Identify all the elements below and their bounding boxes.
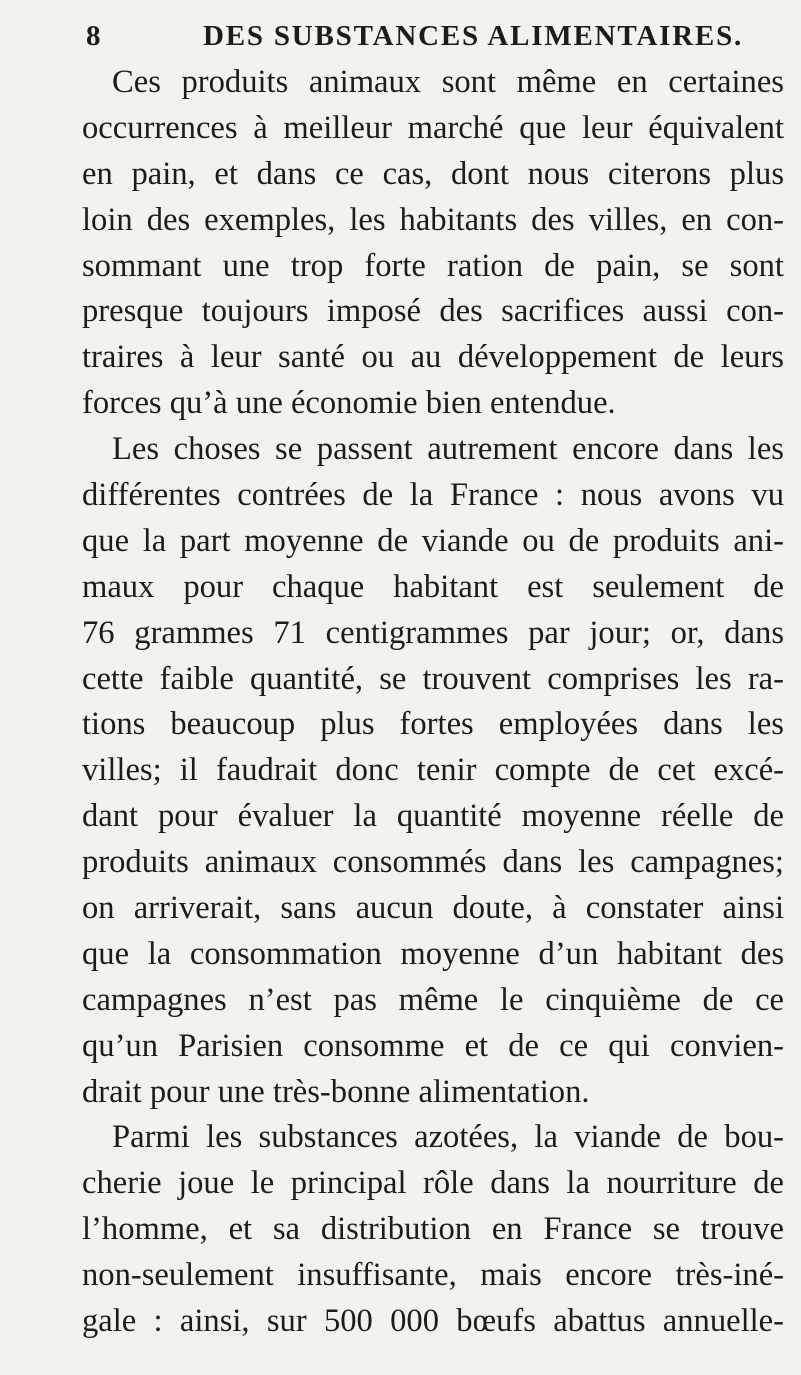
text-line: campagnes n’est pas même le cinquième de ce	[82, 981, 784, 1018]
text-line: gale : ainsi, sur 500 000 bœufs abattus annuelle-	[82, 1303, 784, 1340]
text-line: maux pour chaque habitant est seulement de	[82, 568, 784, 605]
text-line: occurrences à meilleur marché que leur équivalent	[82, 109, 784, 146]
body-text	[82, 60, 784, 1345]
text-line: drait pour une très-bonne alimentation.	[82, 1073, 590, 1110]
text-line: traires à leur santé ou au développement de leurs	[82, 339, 784, 376]
text-line: produits animaux consommés dans les campagnes;	[82, 844, 784, 881]
text-line: qu’un Parisien consomme et de ce qui convien-	[82, 1027, 784, 1064]
page-number: 8	[86, 20, 101, 52]
text-line: tions beaucoup plus fortes employées dans les	[82, 706, 784, 743]
text-line: que la consommation moyenne d’un habitant des	[82, 935, 784, 972]
text-line: on arriverait, sans aucun doute, à constater ainsi	[82, 890, 784, 927]
running-head	[66, 14, 771, 58]
text-line: que la part moyenne de viande ou de produits ani-	[82, 522, 784, 559]
text-line: Ces produits animaux sont même en certaines	[112, 64, 784, 100]
text-line: en pain, et dans ce cas, dont nous citerons plus	[82, 155, 784, 192]
text-line: Les choses se passent autrement encore dans les	[112, 431, 784, 468]
text-line: 76 grammes 71 centigrammes par jour; or, dans	[82, 614, 784, 651]
text-line: presque toujours imposé des sacrifices aussi con-	[82, 293, 784, 330]
text-line: cette faible quantité, se trouvent comprises les ra-	[82, 660, 784, 697]
text-line: l’homme, et sa distribution en France se trouve	[82, 1211, 784, 1248]
text-line: sommant une trop forte ration de pain, se sont	[82, 247, 784, 284]
text-line: dant pour évaluer la quantité moyenne réelle de	[82, 798, 784, 835]
text-line: forces qu’à une économie bien entendue.	[82, 385, 616, 422]
text-line: loin des exemples, les habitants des villes, en con-	[82, 201, 784, 238]
text-line: différentes contrées de la France : nous avons vu	[82, 477, 784, 514]
text-line: villes; il faudrait donc tenir compte de cet excé-	[82, 752, 784, 789]
running-title: DES SUBSTANCES ALIMENTAIRES.	[203, 20, 744, 52]
text-line: cherie joue le principal rôle dans la nourriture de	[82, 1165, 784, 1202]
text-line: non-seulement insuffisante, mais encore très-iné-	[82, 1257, 784, 1294]
text-line: Parmi les substances azotées, la viande de bou-	[112, 1119, 784, 1156]
